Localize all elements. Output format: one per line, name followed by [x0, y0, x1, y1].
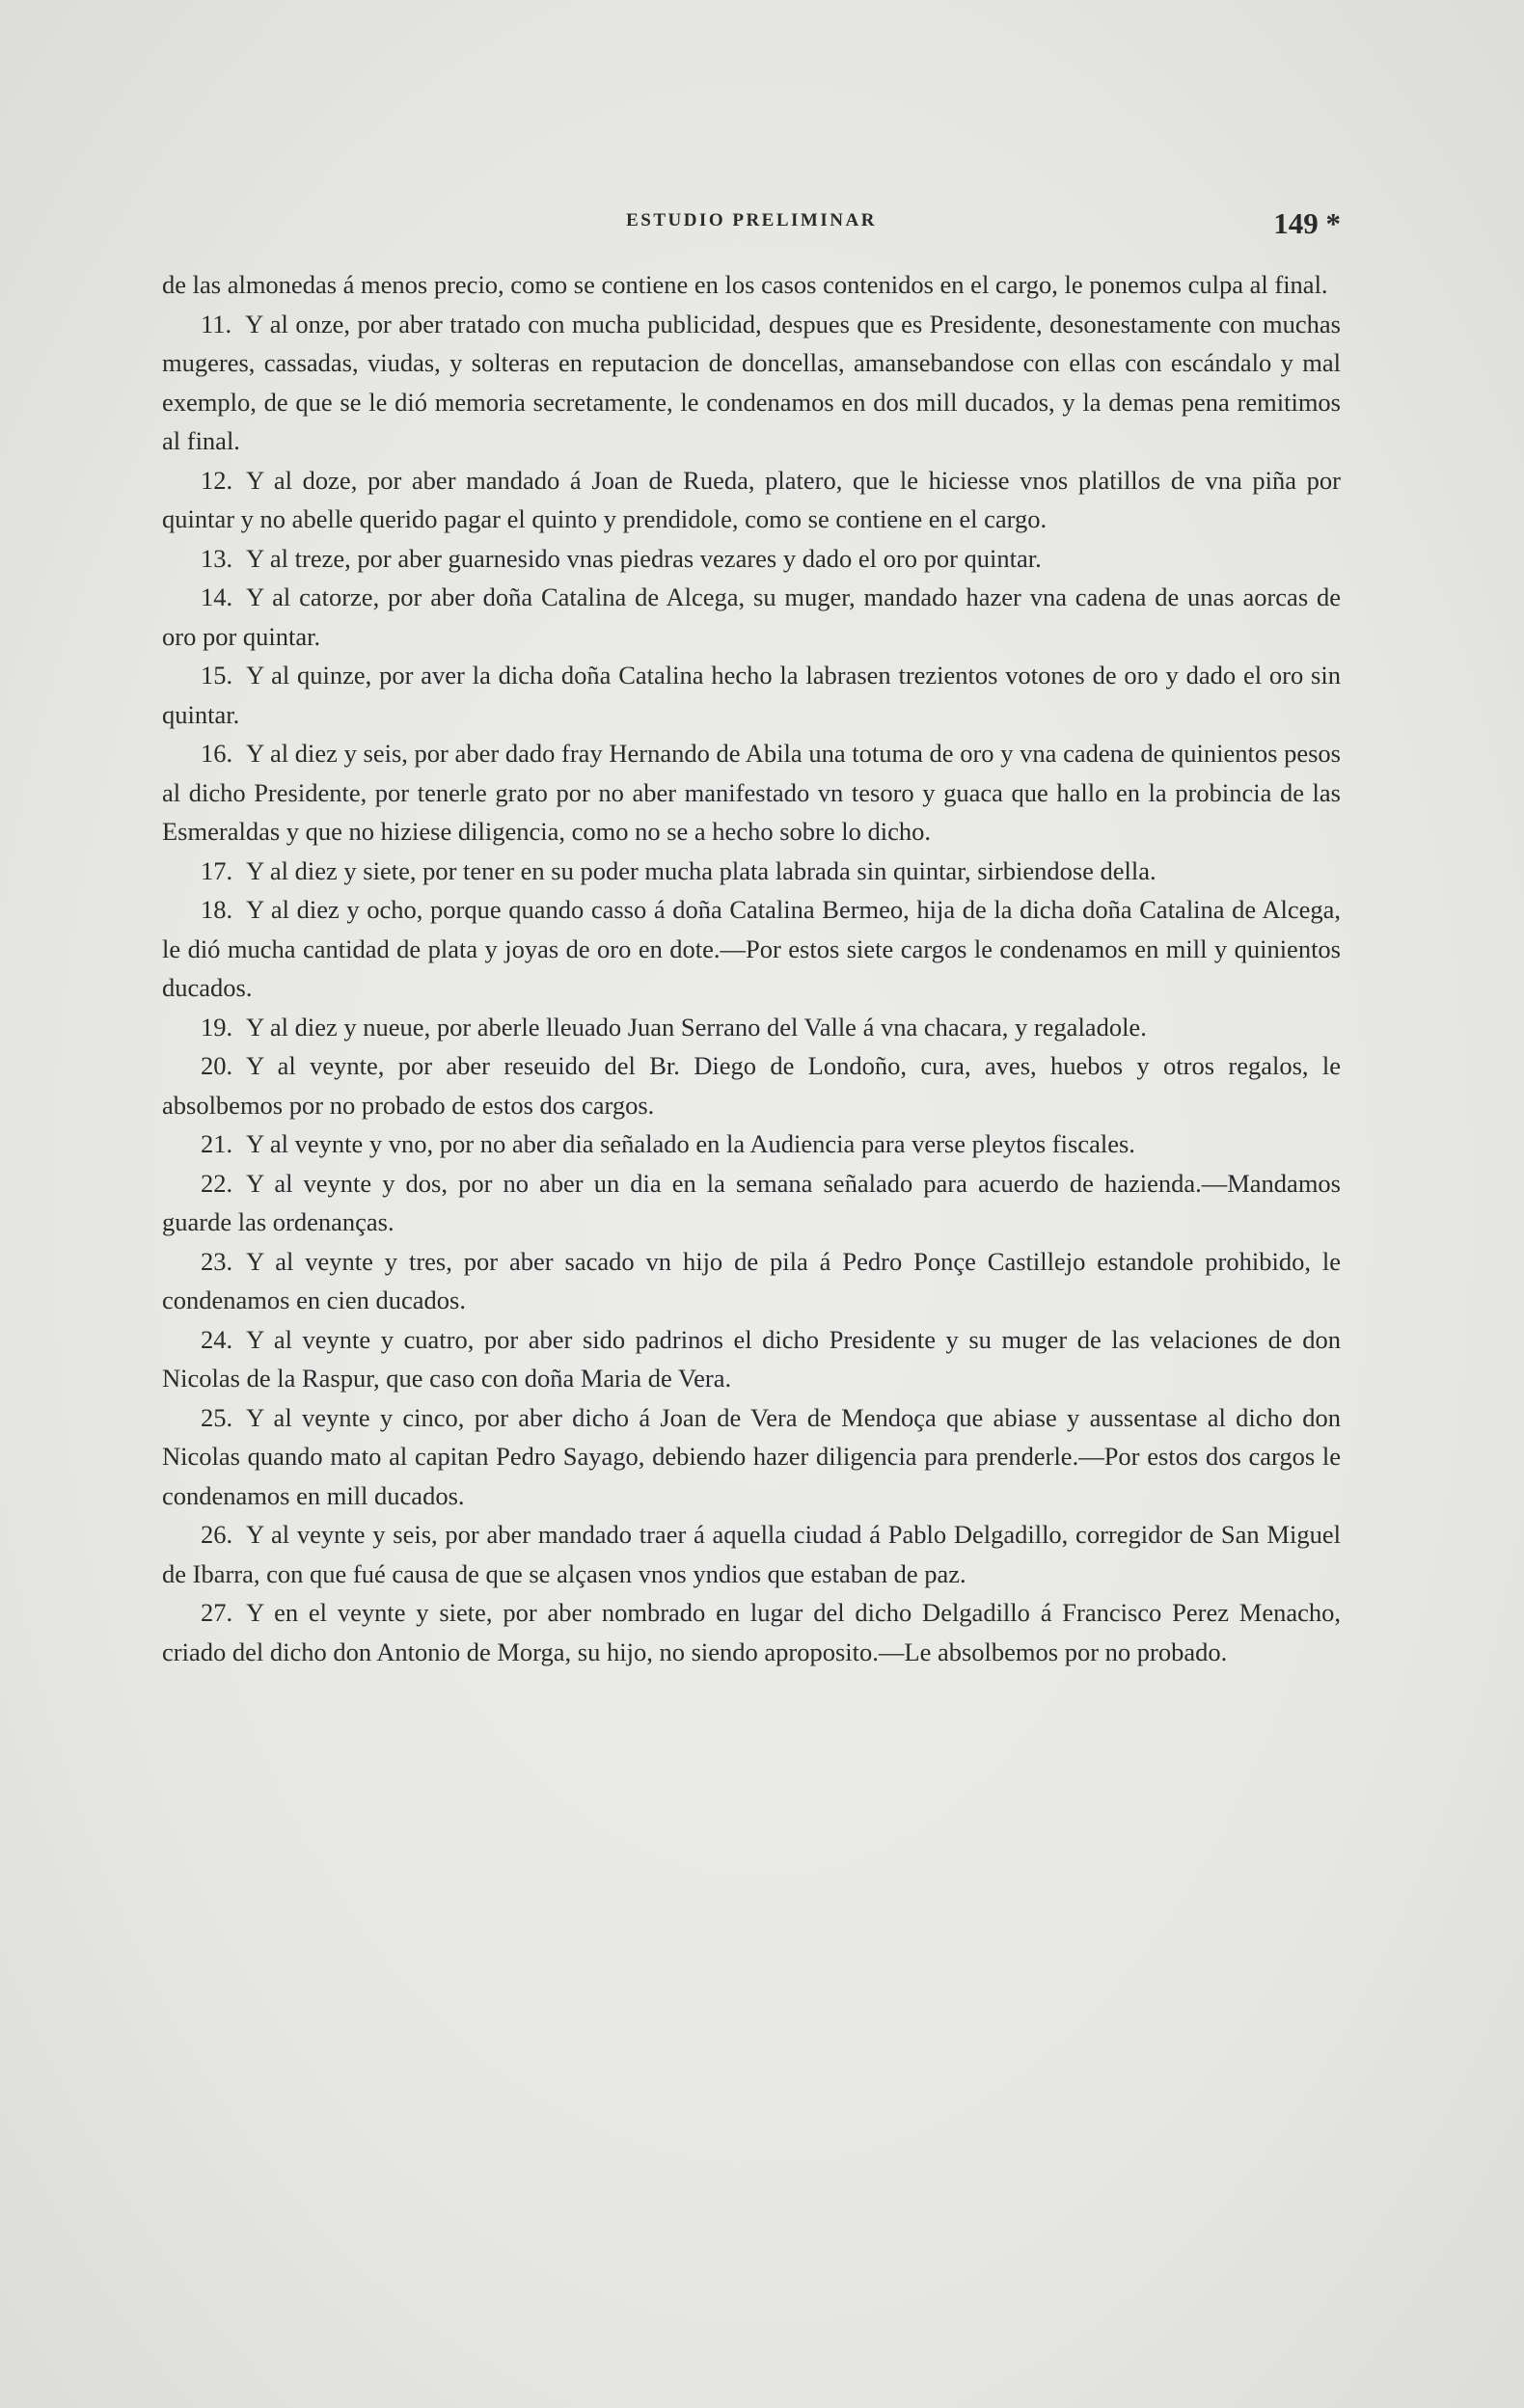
paragraph-text: Y al catorze, por aber doña Catalina de Alcega, su muger, mandado hazer vna cadena de unas aorcas de oro por quintar. [162, 582, 1341, 651]
paragraph [162, 305, 1341, 461]
paragraph-number: 27. [201, 1598, 233, 1627]
paragraph-text: Y al doze, por aber mandado á Joan de Rueda, platero, que le hiciesse vnos platillos de vna piña por quintar y no abelle querido pagar el quinto y prendidole, como se contiene en el cargo. [162, 465, 1341, 533]
paragraph-number: 12. [201, 465, 233, 495]
paragraph-number: 18. [201, 895, 233, 924]
paragraph-number: 24. [201, 1324, 233, 1354]
paragraph-text: Y al diez y seis, por aber dado fray Hernando de Abila una totuma de oro y vna cadena de quinientos pesos al dicho Presidente, por tenerle grato por no aber manifestado vn tesoro y guaca que hallo en la probincia de las Esmeraldas y que no hiziese diligencia, como no se a hecho sobre lo dicho. [162, 739, 1341, 846]
paragraph-text: Y al veynte y dos, por no aber un dia en la semana señalado para acuerdo de hazienda.—Mandamos guarde las ordenanças. [162, 1168, 1341, 1236]
paragraph [162, 1398, 1341, 1516]
paragraph-text: Y al quinze, por aver la dicha doña Catalina hecho la labrasen trezientos votones de oro y dado el oro sin quintar. [162, 661, 1341, 729]
paragraph-number: 11. [201, 309, 232, 338]
paragraph [162, 1515, 1341, 1593]
paragraph-number: 25. [201, 1402, 233, 1432]
page-header [162, 206, 1341, 245]
paragraph-text: Y al diez y nueue, por aberle lleuado Juan Serrano del Valle á vna chacara, y regaladole. [246, 1012, 1147, 1042]
paragraph [162, 734, 1341, 852]
paragraph-text: Y al diez y ocho, porque quando casso á doña Catalina Bermeo, hija de la dicha doña Catalina de Alcega, le dió mucha cantidad de plata y joyas de oro en dote.—Por estos siete cargos le condenamos en mill y quinientos ducados. [162, 895, 1341, 1002]
paragraph [162, 1008, 1341, 1047]
page-number: 149 * [1273, 206, 1341, 240]
paragraph-text: Y al treze, por aber guarnesido vnas piedras vezares y dado el oro por quintar. [246, 543, 1042, 573]
paragraph-text: Y al onze, por aber tratado con mucha publicidad, despues que es Presidente, desonestamente con muchas mugeres, cassadas, viudas, y solteras en reputacion de doncellas, amansebandose con ellas con escándalo y mal exemplo, de que se le dió memoria secretamente, le condenamos en dos mill ducados, y la demas pena remitimos al final. [162, 309, 1341, 455]
paragraph-number: 15. [201, 661, 233, 690]
paragraph-number: 22. [201, 1168, 233, 1198]
paragraph [162, 461, 1341, 539]
paragraph [162, 1046, 1341, 1124]
paragraph-number: 17. [201, 855, 233, 885]
paragraph-text: Y al veynte y cinco, por aber dicho á Joan de Vera de Mendoça que abiase y aussentase al dicho don Nicolas quando mato al capitan Pedro Sayago, debiendo hazer diligencia para prenderle.—Por estos dos cargos le condenamos en mill ducados. [162, 1402, 1341, 1510]
paragraph-text: de las almonedas á menos precio, como se contiene en los casos contenidos en el cargo, le ponemos culpa al final. [162, 270, 1328, 299]
paragraph-number: 23. [201, 1246, 233, 1276]
paragraph [162, 1164, 1341, 1242]
paragraph-text: Y al veynte y cuatro, por aber sido padrinos el dicho Presidente y su muger de las velaciones de don Nicolas de la Raspur, que caso con doña Maria de Vera. [162, 1324, 1341, 1393]
body-text [162, 265, 1341, 1671]
paragraph-text: Y al veynte y seis, por aber mandado traer á aquella ciudad á Pablo Delgadillo, corregidor de San Miguel de Ibarra, con que fué causa de que se alçasen vnos yndios que estaban de paz. [162, 1520, 1341, 1588]
paragraph [162, 852, 1341, 891]
paragraph-text: Y al diez y siete, por tener en su poder mucha plata labrada sin quintar, sirbiendose della. [246, 855, 1157, 885]
paragraph [162, 1242, 1341, 1320]
paragraph-number: 26. [201, 1520, 233, 1549]
paragraph-number: 19. [201, 1012, 233, 1042]
paragraph [162, 656, 1341, 734]
paragraph [162, 578, 1341, 656]
paragraph-text: Y en el veynte y siete, por aber nombrado en lugar del dicho Delgadillo á Francisco Perez Menacho, criado del dicho don Antonio de Morga, su hijo, no siendo aproposito.—Le absolbemos por no probado. [162, 1598, 1341, 1666]
paragraph-number: 20. [201, 1051, 233, 1080]
paragraph [162, 539, 1341, 579]
paragraph [162, 890, 1341, 1008]
paragraph [162, 1124, 1341, 1164]
paragraph [162, 1320, 1341, 1398]
paragraph-text: Y al veynte y vno, por no aber dia señalado en la Audiencia para verse pleytos fiscales. [246, 1129, 1135, 1158]
paragraph [162, 265, 1341, 305]
paragraph-number: 14. [201, 582, 233, 611]
paragraph [162, 1593, 1341, 1671]
paragraph-text: Y al veynte, por aber reseuido del Br. Diego de Londoño, cura, aves, huebos y otros regalos, le absolbemos por no probado de estos dos cargos. [162, 1051, 1341, 1120]
paragraph-text: Y al veynte y tres, por aber sacado vn hijo de pila á Pedro Ponçe Castillejo estandole prohibido, le condenamos en cien ducados. [162, 1246, 1341, 1314]
paragraph-number: 13. [201, 543, 233, 573]
running-title: ESTUDIO PRELIMINAR [626, 210, 877, 230]
paragraph-number: 21. [201, 1129, 233, 1158]
paragraph-number: 16. [201, 739, 233, 768]
